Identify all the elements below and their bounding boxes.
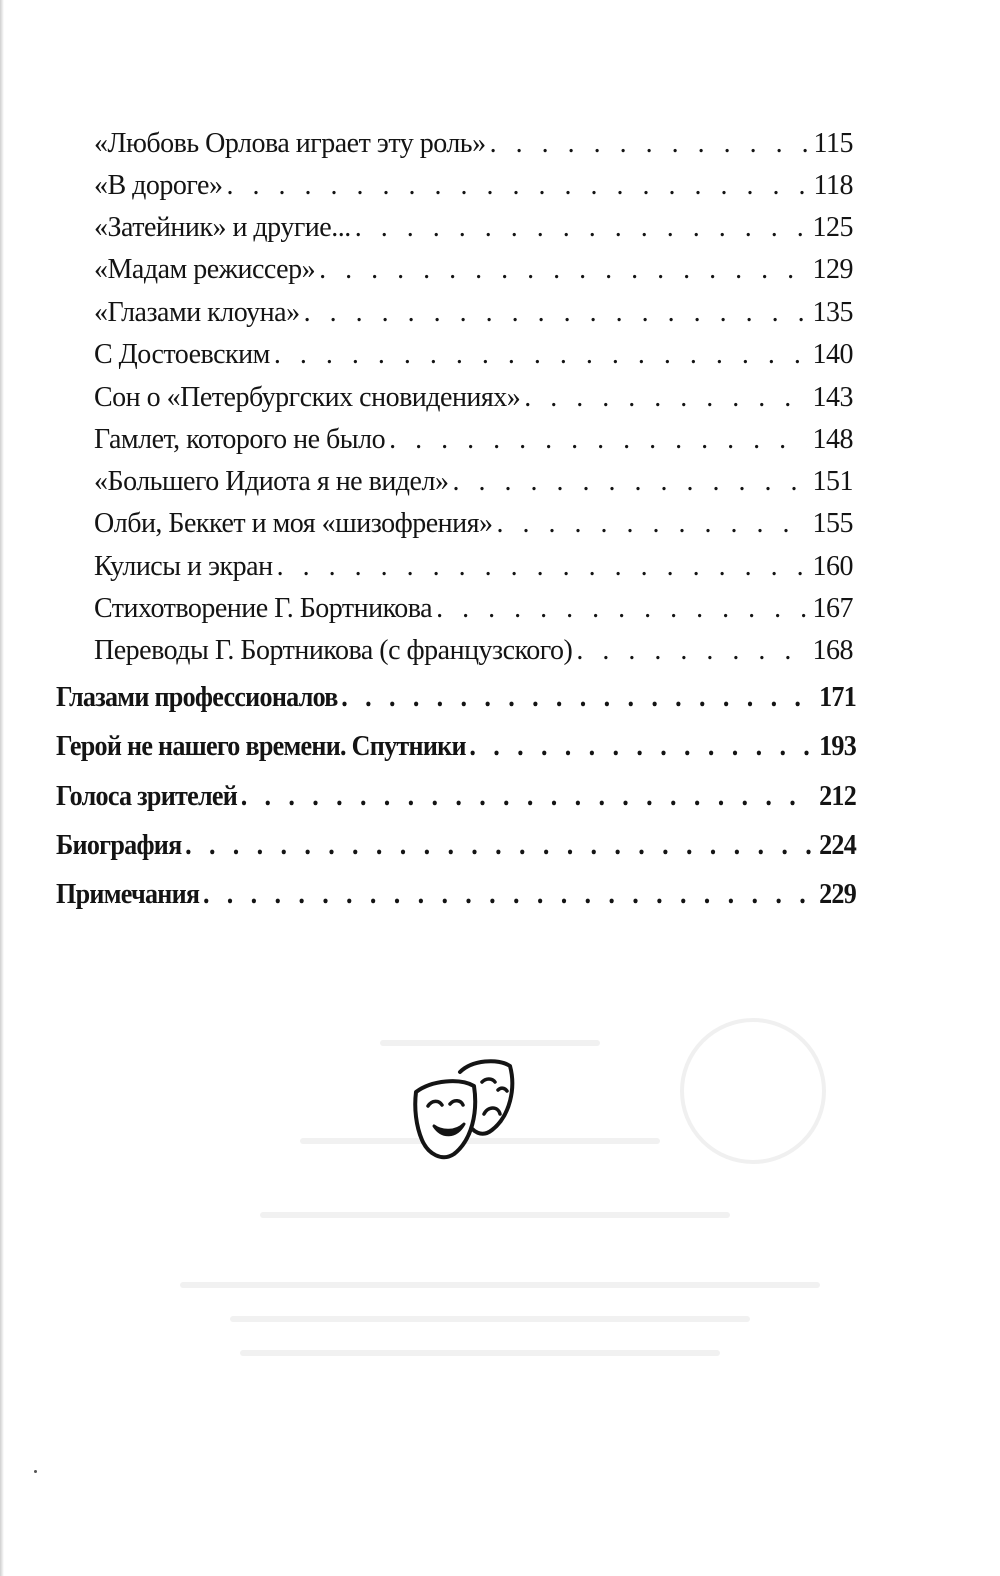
toc-entry-title: «Любовь Орлова играет эту роль»	[94, 128, 486, 159]
toc-entry[interactable]	[94, 466, 853, 498]
toc-entry-title: «Глазами клоуна»	[94, 297, 300, 328]
toc-chapter-page: 212	[819, 780, 857, 812]
toc-entry-page: 140	[812, 339, 853, 370]
toc-chapter[interactable]	[56, 878, 856, 911]
toc-chapter[interactable]	[56, 681, 856, 714]
toc-chapter-title: Биография	[56, 829, 182, 861]
toc-entry-page: 160	[812, 551, 853, 582]
print-speck	[34, 1470, 37, 1473]
toc-chapter-page: 193	[819, 730, 857, 762]
toc-entry-title: Переводы Г. Бортникова (с французского)	[94, 635, 573, 666]
toc-dot-leader	[469, 730, 813, 763]
toc-entry[interactable]	[94, 593, 853, 625]
toc-entry-page: 125	[812, 212, 853, 243]
toc-entry-page: 129	[812, 254, 853, 285]
toc-entry-title: Сон о «Петербургских сновидениях»	[94, 382, 521, 413]
toc-dot-leader	[241, 780, 814, 813]
toc-chapter-title: Примечания	[56, 878, 200, 910]
toc-dot-leader	[274, 339, 807, 371]
toc-entry-page: 167	[812, 593, 853, 624]
toc-dot-leader	[436, 593, 806, 625]
show-through-circle	[680, 1018, 826, 1164]
toc-entry[interactable]	[94, 128, 853, 160]
toc-entry-page: 151	[812, 466, 853, 497]
toc-entry[interactable]	[94, 297, 853, 329]
toc-entry-page: 143	[812, 382, 853, 413]
toc-entry[interactable]	[94, 212, 853, 244]
toc-chapter-title: Герой не нашего времени. Спутники	[56, 730, 466, 762]
toc-entry[interactable]	[94, 635, 853, 667]
toc-entry-page: 168	[812, 635, 853, 666]
toc-dot-leader	[185, 829, 814, 862]
toc-entry[interactable]	[94, 339, 853, 371]
toc-dot-leader	[304, 297, 807, 329]
toc-entry-title: «Затейник» и другие...	[94, 212, 351, 243]
toc-entry[interactable]	[94, 382, 853, 414]
toc-entry[interactable]	[94, 551, 853, 583]
toc-dot-leader	[497, 508, 807, 540]
show-through-line	[380, 1040, 600, 1046]
toc-dot-leader	[341, 681, 813, 714]
toc-entry-title: Стихотворение Г. Бортникова	[94, 593, 433, 624]
toc-dot-leader	[319, 254, 806, 286]
toc-entry-title: Олби, Беккет и моя «шизофрения»	[94, 508, 493, 539]
show-through-line	[180, 1282, 820, 1288]
toc-chapter[interactable]	[56, 730, 856, 763]
toc-dot-leader	[355, 212, 807, 244]
toc-entry-page: 115	[813, 128, 853, 159]
toc-entry[interactable]	[94, 170, 853, 202]
toc-chapter-title: Голоса зрителей	[56, 780, 238, 812]
toc-entry-page: 148	[812, 424, 853, 455]
toc-dot-leader	[203, 878, 814, 911]
toc-dot-leader	[490, 128, 808, 160]
toc-entry-title: «Большего Идиота я не видел»	[94, 466, 449, 497]
toc-chapter[interactable]	[56, 829, 856, 862]
toc-dot-leader	[452, 466, 806, 498]
toc-chapter-page: 171	[819, 681, 857, 713]
toc-chapter-page: 224	[819, 829, 857, 861]
show-through-line	[260, 1212, 730, 1218]
toc-entry-page: 135	[812, 297, 853, 328]
toc-entry-title: Гамлет, которого не было	[94, 424, 386, 455]
toc-entry[interactable]	[94, 424, 853, 456]
toc-dot-leader	[226, 170, 807, 202]
toc-dot-leader	[576, 635, 806, 667]
toc-entry-title: «В дороге»	[94, 170, 223, 201]
toc-entry[interactable]	[94, 254, 853, 286]
toc-entry[interactable]	[94, 508, 853, 540]
toc-dot-leader	[277, 551, 807, 583]
show-through-line	[230, 1316, 750, 1322]
show-through-line	[240, 1350, 720, 1356]
toc-chapter-title: Глазами профессионалов	[56, 681, 338, 713]
toc-entry-page: 155	[812, 508, 853, 539]
toc-entry-title: «Мадам режиссер»	[94, 254, 316, 285]
toc-entry-title: С Достоевским	[94, 339, 270, 370]
toc-chapter[interactable]	[56, 780, 856, 813]
toc-chapter-page: 229	[819, 878, 857, 910]
toc-entry-page: 118	[813, 170, 853, 201]
toc-dot-leader	[389, 424, 806, 456]
toc-dot-leader	[524, 382, 806, 414]
theatre-masks-icon	[412, 1052, 516, 1164]
toc-entry-title: Кулисы и экран	[94, 551, 273, 582]
